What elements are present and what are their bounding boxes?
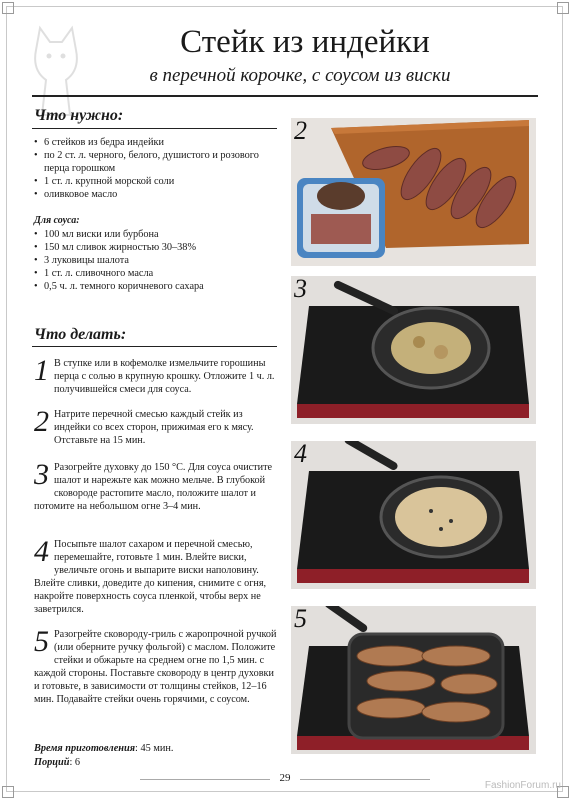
step-text: В ступке или в кофемолке измельчите горошины перца с солью в крупную крошку. Отложите 1 ч. л. получившейся смеси для соуса.	[54, 358, 275, 395]
step-4	[34, 535, 280, 616]
section-divider	[32, 128, 277, 129]
step-text: Разогрейте сковороду-гриль с жаропрочной ручкой (или оберните ручку фольгой) с маслом. Положите стейки и обжарьте на среднем огне по 1,5 мин. с каждой стороны. Поставьте сковороду в центр духовки и готовьте, в зависимости от толщины стейков, 12–16 мин. Подавайте стейки очень горячими, с соусом.	[34, 629, 277, 705]
photo-number: 3	[294, 276, 307, 303]
step-2	[34, 405, 280, 447]
footer-rule	[300, 779, 430, 780]
portions	[34, 757, 80, 768]
step-number: 5	[34, 625, 49, 658]
corner-ornament	[2, 786, 14, 798]
photo-step-5	[291, 606, 536, 754]
title-divider	[32, 95, 538, 97]
photo-step-2	[291, 118, 536, 266]
photo-number: 5	[294, 606, 307, 633]
sauce-item: • 100 мл виски или бурбона	[34, 228, 280, 241]
page-number: 29	[279, 772, 291, 784]
step-number: 4	[34, 535, 49, 568]
step-text: Натрите перечной смесью каждый стейк из индейки со всех сторон, прижимая его к мясу. Отставьте на 15 мин.	[54, 409, 254, 446]
photo-number: 2	[294, 118, 307, 145]
ingredients-list	[34, 136, 280, 201]
step-number: 1	[34, 354, 49, 387]
step-text: Посыпьте шалот сахаром и перечной смесью, перемешайте, готовьте 1 мин. Влейте виски, увеличьте огонь и выпарите виски наполовину. Влейте сливки, доведите до кипения, снимите с огня, накройте поверхность соуса пленкой, чтобы верх не заветрился.	[34, 539, 267, 615]
turkey-board-image	[291, 118, 536, 266]
ingredient-item: • 1 ст. л. крупной морской соли	[34, 175, 280, 188]
step-number: 2	[34, 405, 49, 438]
shallot-pan-image	[291, 276, 536, 424]
photo-step-3	[291, 276, 536, 424]
photo-step-4	[291, 441, 536, 589]
steps-heading: Что делать:	[34, 326, 127, 343]
sauce-list	[34, 228, 280, 293]
step-3	[34, 458, 280, 513]
grill-pan-steaks-image	[291, 606, 536, 754]
photo-number: 4	[294, 441, 307, 468]
sauce-item: • 150 мл сливок жирностью 30–38%	[34, 241, 280, 254]
ingredient-item: • 6 стейков из бедра индейки	[34, 136, 280, 149]
cooking-time	[34, 743, 173, 754]
ingredient-item: • оливковое масло	[34, 188, 280, 201]
step-1	[34, 354, 280, 396]
step-text: Разогрейте духовку до 150 °С. Для соуса очистите шалот и нарежьте как можно мельче. В глубокой сковороде растопите масло, положите шалот и потомите на небольшом огне 3–4 мин.	[34, 462, 273, 512]
footer-rule	[140, 779, 270, 780]
sauce-item: • 1 ст. л. сливочного масла	[34, 267, 280, 280]
portions-label: Порций	[34, 757, 70, 768]
recipe-title: Стейк из индейки	[180, 24, 430, 60]
sauce-item: • 0,5 ч. л. темного коричневого сахара	[34, 280, 280, 293]
sauce-heading: Для соуса:	[34, 215, 80, 226]
ingredients-heading: Что нужно:	[34, 107, 124, 124]
sauce-item: • 3 луковицы шалота	[34, 254, 280, 267]
cooking-time-label: Время приготовления	[34, 743, 136, 754]
corner-ornament	[2, 2, 14, 14]
cream-sauce-image	[291, 441, 536, 589]
watermark: FashionForum.ru	[484, 780, 561, 791]
step-5	[34, 625, 280, 706]
corner-ornament	[557, 2, 569, 14]
recipe-subtitle: в перечной корочке, с соусом из виски	[149, 65, 451, 86]
step-number: 3	[34, 458, 49, 491]
portions-value: : 6	[69, 757, 81, 768]
section-divider	[32, 346, 277, 347]
cooking-time-value: : 45 мин.	[135, 743, 174, 754]
ingredient-item: • по 2 ст. л. черного, белого, душистого и розового перца горошком	[34, 149, 280, 175]
